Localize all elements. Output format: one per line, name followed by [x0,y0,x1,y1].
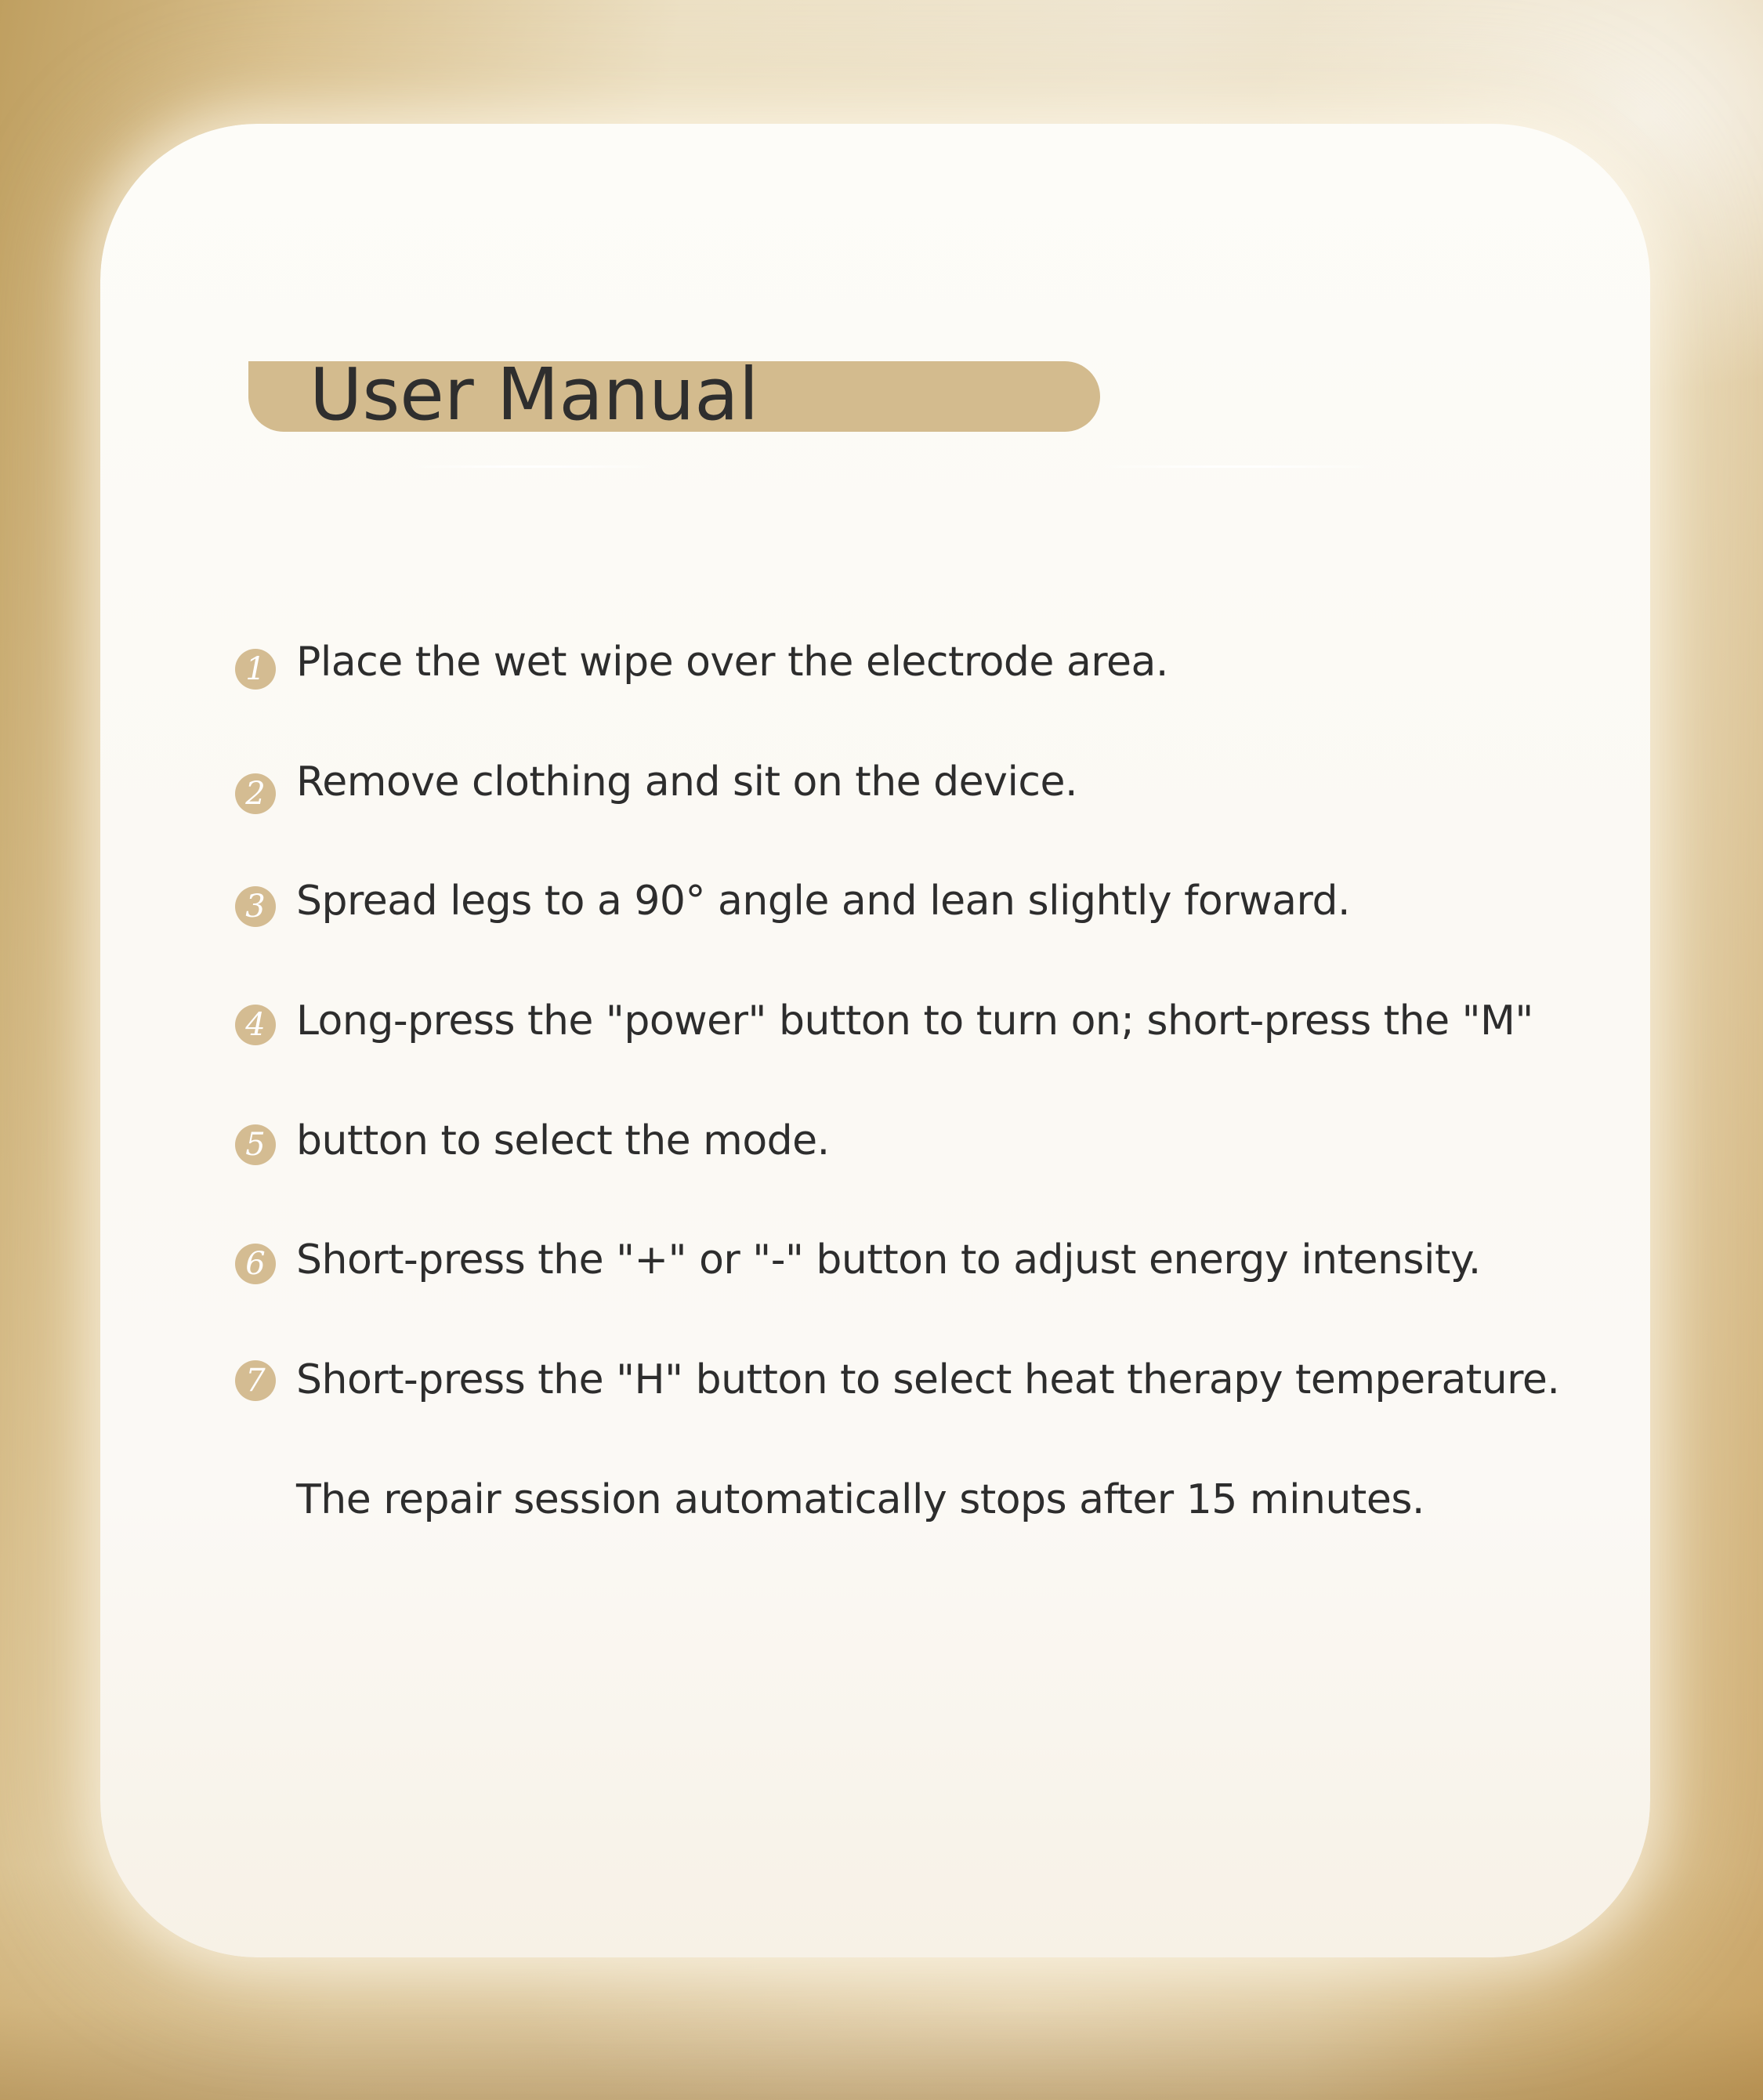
step-text: Remove clothing and sit on the device. [296,759,1078,806]
step-number-badge: 2 [235,773,276,814]
step-number-badge: 7 [235,1360,276,1401]
step-text: Place the wet wipe over the electrode area. [296,639,1168,686]
step-number-badge: 4 [235,1005,276,1045]
decorative-divider-left [407,465,658,468]
page-title: User Manual [310,353,759,436]
session-note: The repair session automatically stops after 15 minutes. [296,1476,1425,1523]
step-number-badge: 3 [235,886,276,927]
step-number-badge: 5 [235,1124,276,1165]
decorative-divider-right [1097,465,1379,468]
step-text: Spread legs to a 90° angle and lean slightly forward. [296,878,1350,925]
step-text: Long-press the "power" button to turn on; short-press the "M" [296,998,1533,1045]
step-text: Short-press the "+" or "-" button to adjust energy intensity. [296,1236,1481,1284]
step-text: Short-press the "H" button to select heat therapy temperature. [296,1356,1560,1403]
step-number-badge: 6 [235,1244,276,1284]
step-text: button to select the mode. [296,1117,830,1164]
step-number-badge: 1 [235,649,276,690]
